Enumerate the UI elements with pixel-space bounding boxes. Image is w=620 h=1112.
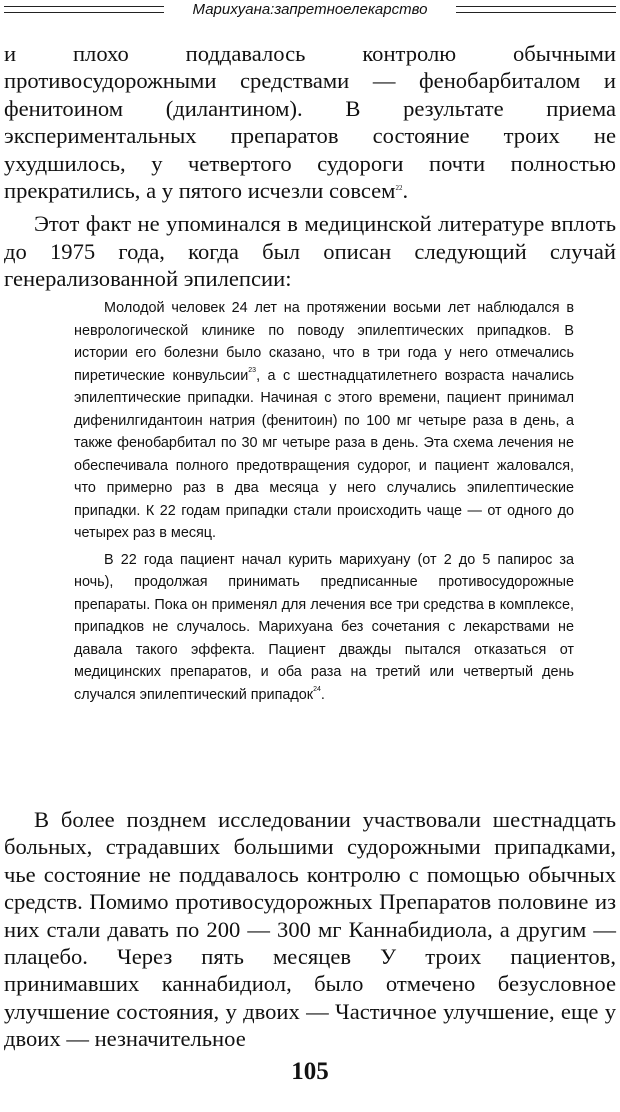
paragraph-end: . <box>402 178 409 204</box>
quote-text: В 22 года пациент начал курить марихуану (от 2 до 5 папирос за ночь), продолжая принимать предписанные противосудорожные препараты. Пока он применял для лечения все три средства в комплексе, припадков не случалось. Марихуана без сочетания с лекарствами не давала такого эффекта. Пациент дважды пытался отказаться от медицинских препаратов, и оба раза на третий или четвертый день случался эпилептический припадок <box>74 551 574 703</box>
running-header <box>0 0 620 26</box>
footnote-ref: 23 <box>248 366 257 374</box>
footnote-ref: 22 <box>395 184 403 193</box>
quote-text: . <box>320 686 325 703</box>
footnote-ref: 24 <box>313 685 321 693</box>
case-quote <box>74 297 574 706</box>
header-rule-right-bottom <box>456 12 616 13</box>
intro-text <box>4 40 616 293</box>
quote-paragraph <box>74 297 574 545</box>
paragraph-continued <box>4 40 616 204</box>
paragraph-text: и плохо поддавалось контролю обычными противосудорожными средствами — фенобарбиталом и фенитоином (дилантином). В результате приема экспериментальных препаратов состояние троих не ухудшилось, у четвертого судороги почти полностью прекратились, а у пятого исчезли совсем <box>4 41 616 204</box>
header-rule-right-top <box>456 6 616 7</box>
paragraph-case-intro: Этот факт не упоминался в медицинской литературе вплоть до 1975 года, когда был описан следующий случай генерализованной эпилепсии: <box>4 211 616 292</box>
quote-paragraph <box>74 549 574 707</box>
running-title: Марихуана:запретноелекарство <box>192 1 428 18</box>
quote-text: , а с шестнадцатилетнего возраста начались эпилептические припадки. Начиная с этого времени, пациент принимал дифенилгидантоин натрия (фенитоин) по 100 мг четыре раза в день, а также фенобарбитал по 30 мг четыре раза в день. Эта схема лечения не обеспечивала полного предотвращения судорог, и пациент жаловался, что примерно раз в два месяца у него случались эпилептические припадки. К 22 годам припадки стали происходить чаще — от одного до четырех раз в месяц. <box>74 367 574 541</box>
quote-text: Молодой человек 24 лет на протяжении восьми лет наблюдался в неврологической клинике по поводу эпилептических припадков. В истории его болезни было сказано, что в три года у него отмечались пиретические конвульсии <box>74 300 574 384</box>
paragraph-study: В более позднем исследовании участвовали шестнадцать больных, страдавших большими судорожными припадками, чье состояние не поддавалось контролю с помощью обычных средств. Помимо противосудорожных Препаратов половине из них стали давать по 200 — 300 мг Каннабидиола, а другим — плацебо. Через пять месяцев У троих пациентов, принимавших каннабидиол, было отмечено безусловное улучшение состояния, у двоих — Частичное улучшение, еще у двоих — незначительное <box>4 807 616 1052</box>
page-number: 105 <box>291 1058 329 1085</box>
closing-text <box>4 806 616 1053</box>
